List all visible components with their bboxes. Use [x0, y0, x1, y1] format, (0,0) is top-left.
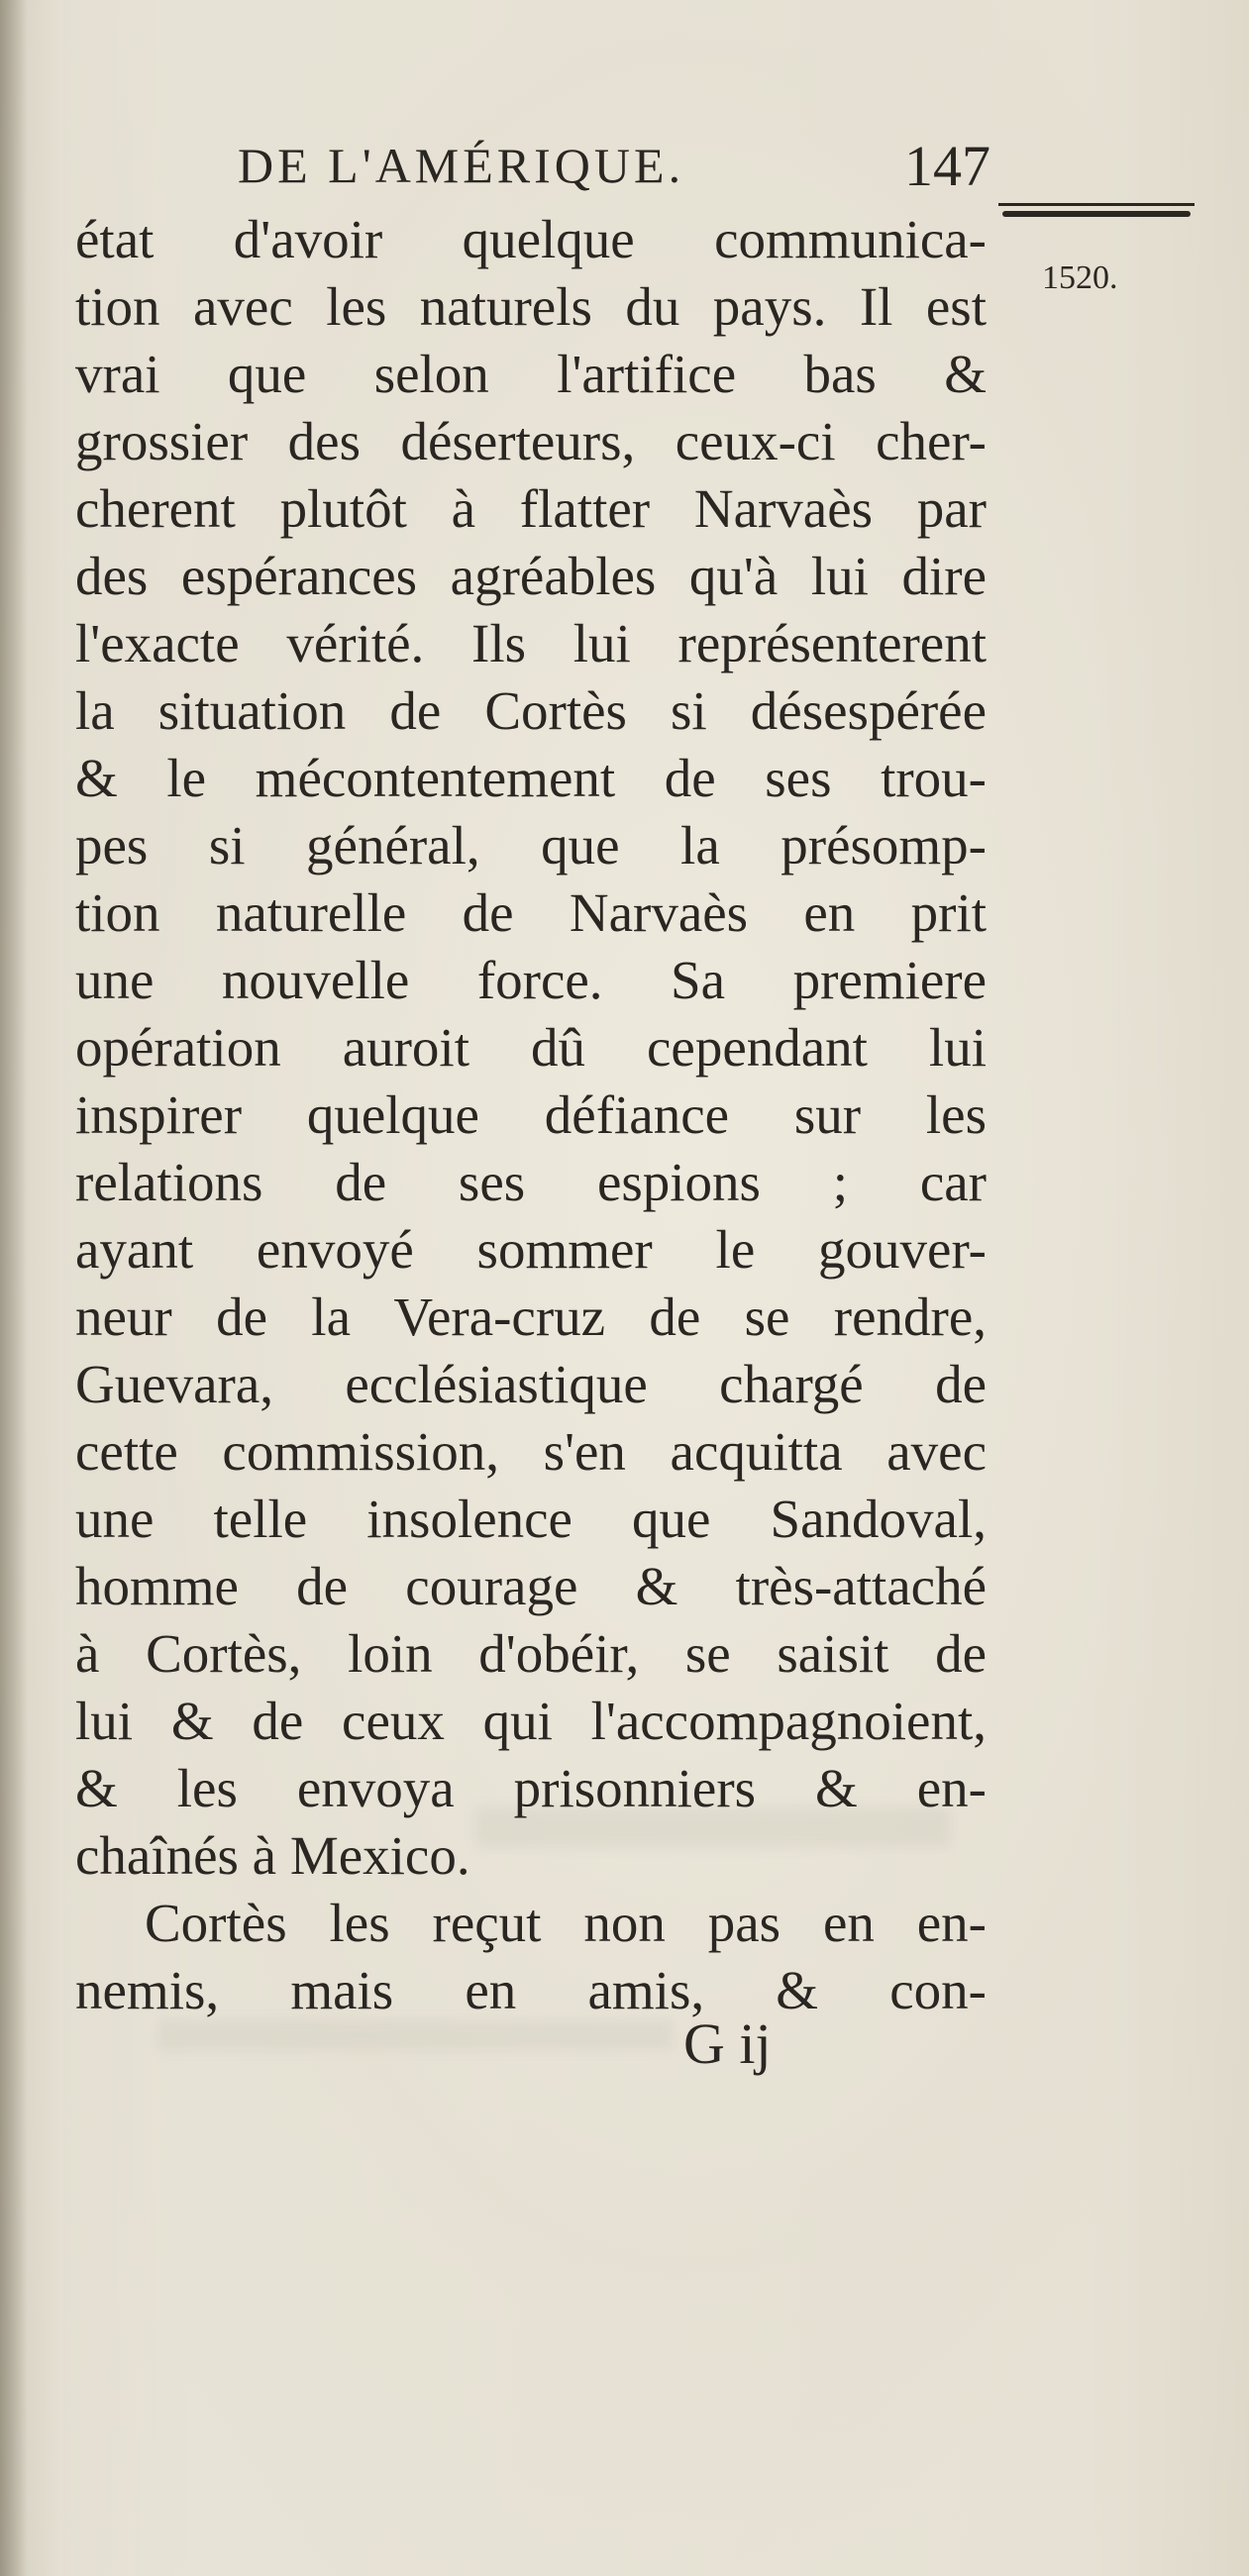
text-line: chaînés à Mexico.	[75, 1825, 470, 1886]
text-line: une nouvelle force. Sa premiere	[75, 950, 987, 1010]
margin-rule-thin	[998, 203, 1195, 206]
text-line: tion naturelle de Narvaès en prit	[75, 882, 987, 943]
text-line: opération auroit dû cependant lui	[75, 1017, 987, 1078]
text-line: l'exacte vérité. Ils lui représenterent	[75, 613, 987, 673]
text-line: ayant envoyé sommer le gouver-	[75, 1219, 987, 1280]
text-line: une telle insolence que Sandoval,	[75, 1489, 987, 1549]
text-line: grossier des déserteurs, ceux-ci cher-	[75, 411, 987, 471]
gutter-shadow	[0, 0, 28, 2576]
margin-year-note: 1520.	[1042, 259, 1118, 296]
text-line-paragraph-start: Cortès les reçut non pas en en-	[145, 1893, 987, 1953]
show-through-smudge	[158, 2020, 674, 2050]
text-line: & le mécontentement de ses trou-	[75, 748, 987, 808]
text-line: état d'avoir quelque communica-	[75, 209, 987, 269]
running-head: DE L'AMÉRIQUE.	[238, 138, 685, 193]
text-line: nemis, mais en amis, & con-	[75, 1960, 987, 2020]
text-line: homme de courage & très-attaché	[75, 1556, 987, 1616]
text-line: tion avec les naturels du pays. Il est	[75, 276, 987, 337]
text-line: cette commission, s'en acquitta avec	[75, 1421, 987, 1482]
margin-rule-thick	[1002, 211, 1191, 217]
signature-mark: G ij	[683, 2011, 772, 2076]
body-text	[75, 206, 987, 2024]
text-line: des espérances agréables qu'à lui dire	[75, 546, 987, 606]
text-line: lui & de ceux qui l'accompagnoient,	[75, 1691, 987, 1751]
text-line: la situation de Cortès si désespérée	[75, 680, 987, 741]
page-number: 147	[904, 134, 990, 198]
text-line: cherent plutôt à flatter Narvaès par	[75, 478, 987, 539]
text-line: & les envoya prisonniers & en-	[75, 1758, 987, 1818]
text-line: inspirer quelque défiance sur les	[75, 1084, 987, 1145]
text-line: pes si général, que la présomp-	[75, 815, 987, 876]
text-line: relations de ses espions ; car	[75, 1152, 987, 1212]
page-header	[238, 127, 990, 196]
text-line: vrai que selon l'artifice bas &	[75, 344, 987, 404]
text-line: Guevara, ecclésiastique chargé de	[75, 1354, 987, 1414]
margin-rule	[998, 203, 1195, 219]
text-line: à Cortès, loin d'obéir, se saisit de	[75, 1623, 987, 1684]
text-line: neur de la Vera-cruz de se rendre,	[75, 1287, 987, 1347]
